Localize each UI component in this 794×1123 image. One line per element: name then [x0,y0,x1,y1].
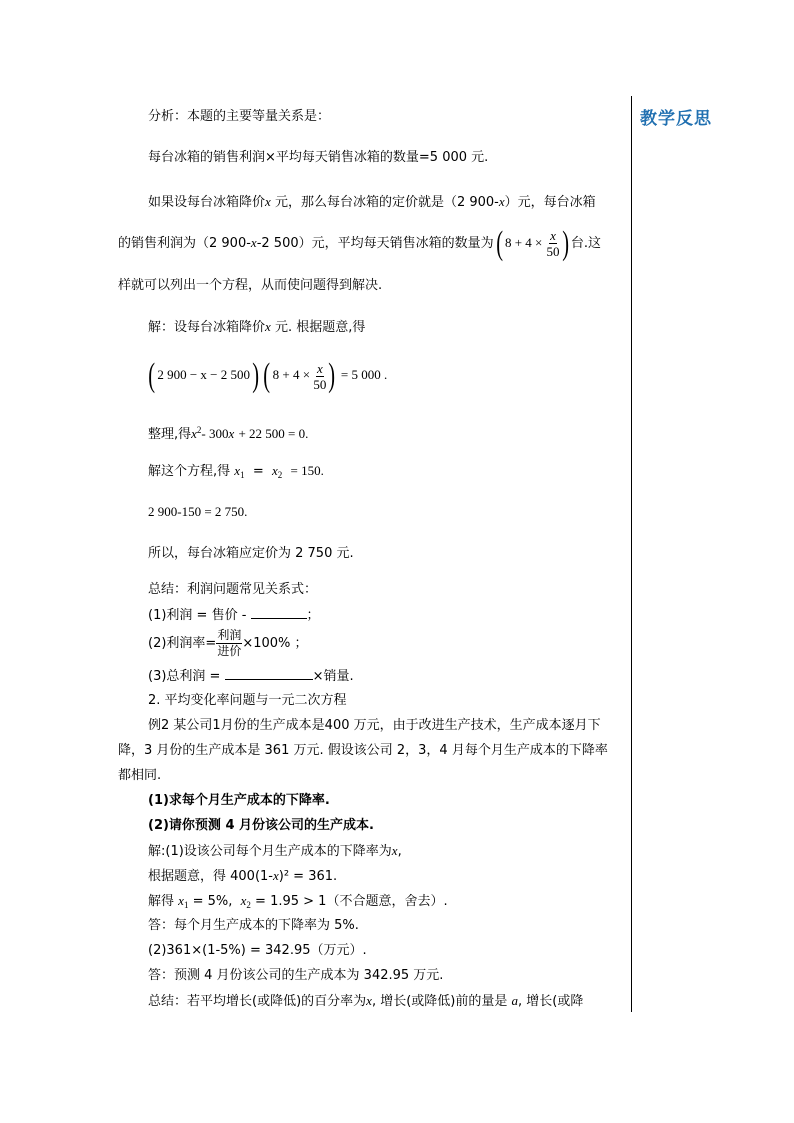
text: (1)利润 = 售价 - [148,608,247,623]
text: = 150. [290,463,324,478]
summary-title: 总结：利润问题常见关系式： [148,582,318,597]
text: 元，那么每台冰箱的定价就是（2 900- [274,195,499,210]
sq: 2 [196,425,202,435]
var-x: x [250,235,257,250]
var-x: x [265,319,271,334]
eq-right: = 5 000 . [340,367,388,382]
text: (2)利润率= [148,636,217,651]
text: 元. 根据题意,得 [274,320,366,335]
formula-1 [148,606,320,625]
conclusion-line: 所以，每台冰箱应定价为 2 750 元. [148,546,354,561]
text: (3)总利润 = [148,669,221,684]
right-paren: ) [561,224,569,262]
question-1: (1)求每个月生产成本的下降率. [148,793,330,808]
example-line-3: 都相同. [118,768,162,783]
var-x: x [265,194,271,209]
var-x: x [191,426,197,441]
answer-line-5: (2)361×(1-5%) = 342.95（万元）. [148,943,367,958]
blank-field [251,606,307,619]
text: 总结：若平均增长(或降低)的百分率为 [148,994,367,1009]
frac-den: 50 [313,376,327,392]
var-x: x [391,843,398,858]
var-x: x [228,426,235,441]
text: -2 500）元，平均每天销售冰箱的数量为 [256,236,494,251]
fraction-profit-over-cost [216,628,242,659]
text: 解：设每台冰箱降价 [148,320,266,335]
column-divider [631,96,632,1012]
equation-line [146,356,387,394]
var-x2: x [240,893,247,908]
solution-line [148,318,365,337]
simplify-line [148,421,308,444]
expr: 8 + 4 × [272,367,311,382]
sub1: 1 [183,900,189,910]
equal-relation-line: 每台冰箱的销售利润×平均每天销售冰箱的数量=5 000 元. [148,150,489,165]
text: + 22 500 = 0. [238,426,309,441]
answer-line-2 [148,867,337,886]
text: )² = 361. [278,869,338,884]
setup-line-1 [148,193,596,212]
text: 台.这 [570,236,601,251]
text: 的销售利润为（2 900- [118,236,251,251]
text: 解:(1)设该公司每个月生产成本的下降率为 [148,844,392,859]
frac-num: 利润 [217,628,242,642]
var-x1: x [234,463,241,478]
var-x: x [366,993,372,1008]
var-x: x [498,194,505,209]
frac-num: x [316,360,323,376]
answer-line-3 [148,892,448,914]
formula-2 [148,628,308,660]
right-paren: ) [328,357,336,395]
var-a: a [511,993,518,1008]
left-paren: ( [263,357,271,395]
teaching-reflection-title: 教学反思 [640,109,712,129]
summary-growth-line [148,992,583,1011]
answer-line-4: 答：每个月生产成本的下降率为 5%. [148,918,359,933]
example-line-1: 例2 某公司1月份的生产成本是400 万元，由于改进生产技术，生产成本逐月下 [148,718,601,733]
answer-line-1: 解:(1)设该公司每个月生产成本的下降率为x, [148,843,402,859]
fraction-x-over-50 [313,361,326,392]
question-2: (2)请你预测 4 月份该公司的生产成本. [148,818,374,833]
formula-3 [148,667,354,686]
frac-num: x [550,228,556,243]
text: 根据题意，得 400(1- [148,869,273,884]
sub1: 1 [240,470,245,480]
text: ）元，每台冰箱 [504,195,596,210]
sub2: 2 [246,900,251,910]
setup-line-3: 样就可以列出一个方程，从而使问题得到解决. [118,278,383,293]
var-x2: x [271,463,278,478]
blank-field [225,667,313,680]
price-calc-line: 2 900-150 = 2 750. [148,504,248,519]
var-x: x [272,868,279,883]
text: = 5%, [192,894,233,909]
text: 如果设每台冰箱降价 [148,195,266,210]
text: 解得 [148,894,175,909]
text: 整理,得 [148,427,192,442]
example-line-2: 降，3 月份的生产成本是 361 万元. 假设该公司 2，3，4 月每个月生产成本的下降率 [118,743,608,758]
eq-left: 2 900 − x − 2 500 [157,367,250,382]
text: , 增长(或降低)前的量是 [371,994,508,1009]
frac-den: 50 [546,244,560,259]
right-paren: ) [252,357,260,395]
expr: 8 + 4 × [504,235,543,250]
text: ； [306,608,320,623]
text: - 300 [201,426,229,441]
answer-line-6: 答：预测 4 月份该公司的生产成本为 342.95 万元. [148,968,444,983]
text: 解这个方程,得 [148,464,231,479]
left-paren: ( [495,224,503,262]
text: , 增长(或降 [518,994,584,1009]
var-x1: x [178,893,184,908]
text: ×100% ； [242,636,308,651]
section-heading: 2. 平均变化率问题与一元二次方程 [148,693,347,708]
left-paren: ( [148,357,156,395]
text: ×销量. [312,669,354,684]
fraction-x-over-50 [547,228,560,259]
setup-line-2 [118,224,601,263]
solve-line: 解这个方程,得 $x_1 = x_2 = 150$. [148,463,324,480]
sub2: 2 [277,470,283,480]
frac-den: 进价 [217,644,242,658]
text: = 1.95 > 1（不合题意，舍去）. [255,894,448,909]
analysis-line: 分析：本题的主要等量关系是： [148,109,331,124]
